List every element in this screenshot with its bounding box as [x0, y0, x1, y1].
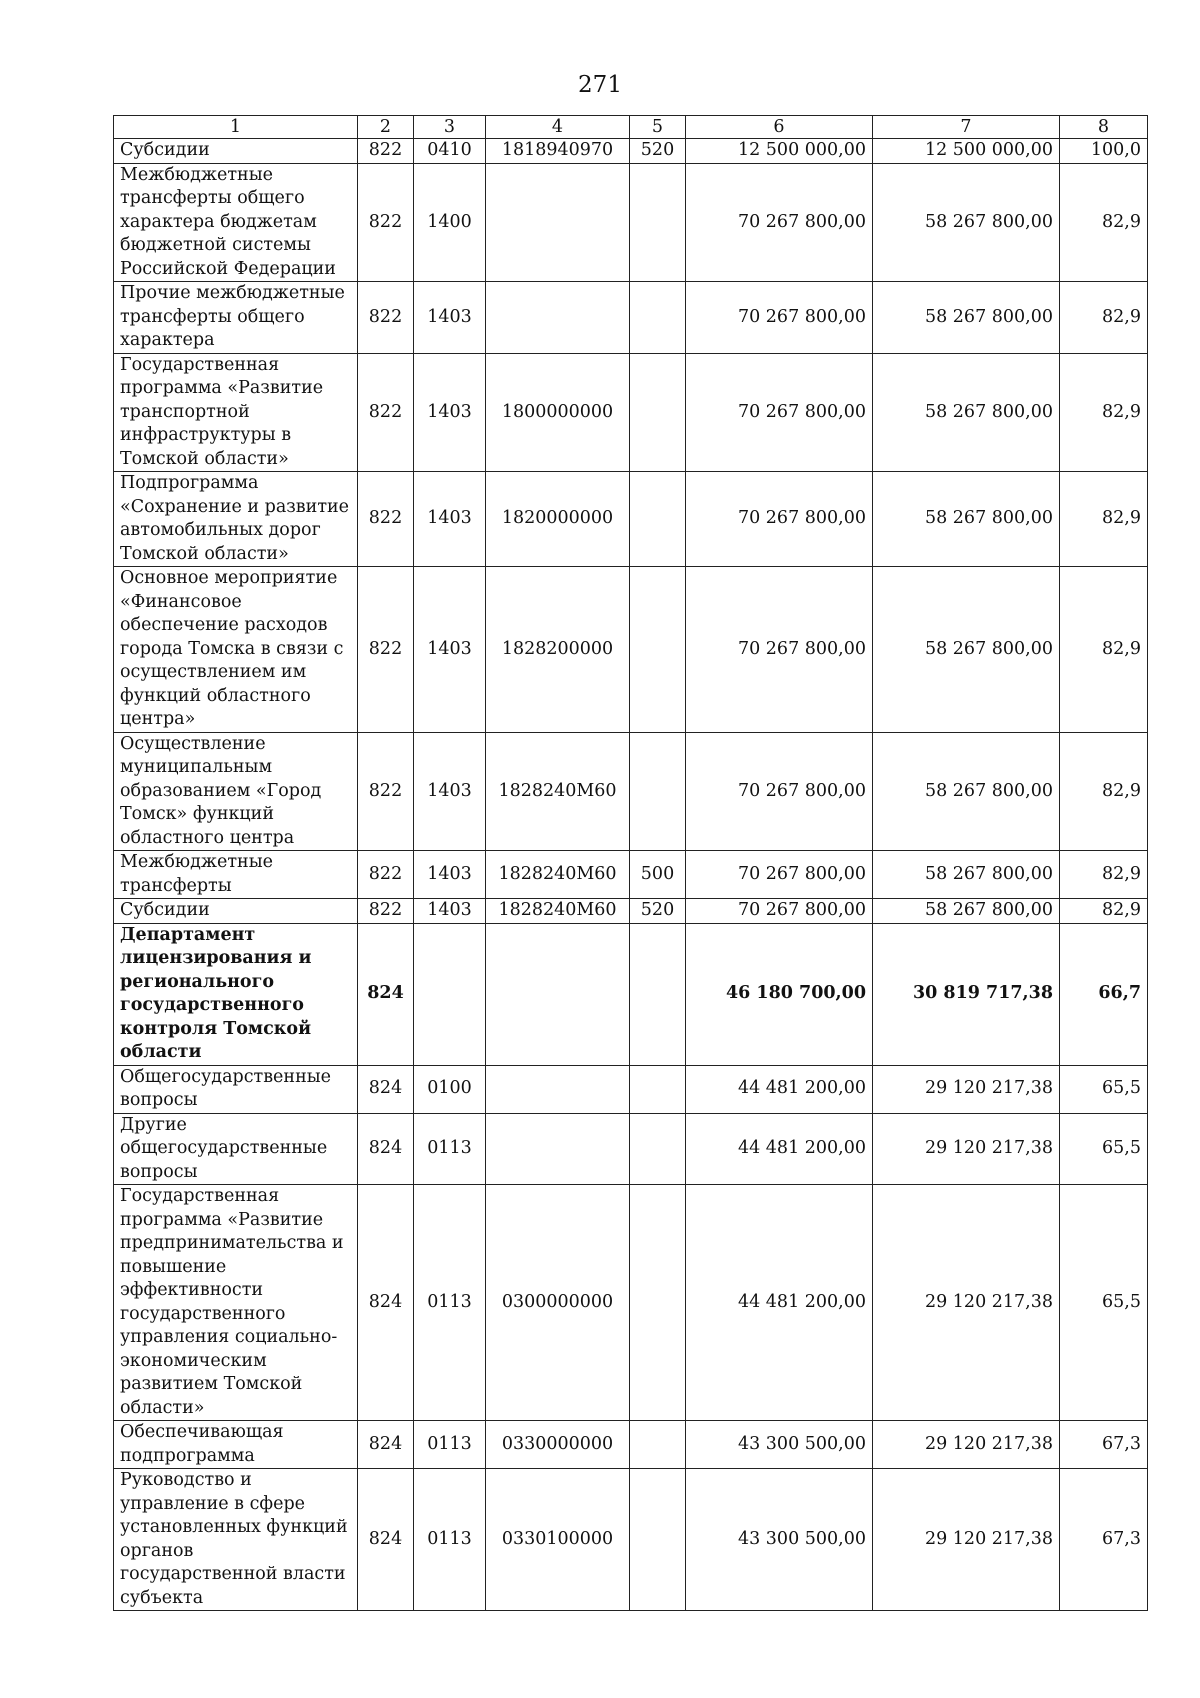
cell-percent: 82,9: [1060, 472, 1148, 567]
cell-expense-type: [630, 1469, 686, 1611]
cell-executed-amount: 30 819 717,38: [873, 923, 1060, 1065]
column-header: 4: [486, 116, 630, 139]
cell-ministry-code: 824: [358, 923, 414, 1065]
cell-section-code: 0113: [414, 1469, 486, 1611]
table-row: [114, 899, 1148, 924]
cell-expense-type: 520: [630, 139, 686, 164]
cell-planned-amount: 70 267 800,00: [686, 353, 873, 472]
cell-expense-type: [630, 282, 686, 354]
cell-ministry-code: 822: [358, 282, 414, 354]
cell-executed-amount: 29 120 217,38: [873, 1113, 1060, 1185]
cell-percent: 82,9: [1060, 282, 1148, 354]
row-name: Межбюджетные трансферты: [114, 851, 358, 899]
cell-target-code: 0330000000: [486, 1421, 630, 1469]
row-name: Субсидии: [114, 139, 358, 164]
cell-expense-type: [630, 1185, 686, 1421]
cell-target-code: 1820000000: [486, 472, 630, 567]
cell-executed-amount: 58 267 800,00: [873, 567, 1060, 733]
table-row: [114, 1421, 1148, 1469]
cell-ministry-code: 822: [358, 472, 414, 567]
table-row: [114, 1469, 1148, 1611]
cell-ministry-code: 822: [358, 353, 414, 472]
cell-planned-amount: 70 267 800,00: [686, 899, 873, 924]
cell-section-code: 1403: [414, 851, 486, 899]
cell-section-code: 0100: [414, 1065, 486, 1113]
cell-executed-amount: 29 120 217,38: [873, 1065, 1060, 1113]
cell-planned-amount: 46 180 700,00: [686, 923, 873, 1065]
cell-planned-amount: 70 267 800,00: [686, 163, 873, 282]
table-row: [114, 923, 1148, 1065]
table-row: [114, 1113, 1148, 1185]
row-name: Общегосударственные вопросы: [114, 1065, 358, 1113]
cell-planned-amount: 43 300 500,00: [686, 1421, 873, 1469]
cell-ministry-code: 824: [358, 1113, 414, 1185]
table-row: [114, 851, 1148, 899]
column-header: 2: [358, 116, 414, 139]
cell-executed-amount: 58 267 800,00: [873, 353, 1060, 472]
cell-target-code: 1828240М60: [486, 851, 630, 899]
table-row: [114, 353, 1148, 472]
cell-expense-type: [630, 1065, 686, 1113]
cell-section-code: 0113: [414, 1421, 486, 1469]
table-row: [114, 139, 1148, 164]
cell-ministry-code: 822: [358, 567, 414, 733]
row-name: Прочие межбюджетные трансферты общего характера: [114, 282, 358, 354]
cell-executed-amount: 29 120 217,38: [873, 1185, 1060, 1421]
cell-percent: 82,9: [1060, 899, 1148, 924]
cell-expense-type: [630, 923, 686, 1065]
cell-executed-amount: 12 500 000,00: [873, 139, 1060, 164]
cell-section-code: 0410: [414, 139, 486, 164]
cell-percent: 100,0: [1060, 139, 1148, 164]
cell-section-code: 1400: [414, 163, 486, 282]
cell-percent: 67,3: [1060, 1469, 1148, 1611]
row-name: Основное мероприятие «Финансовое обеспечение расходов города Томска в связи с осуществлением им функций областного центра»: [114, 567, 358, 733]
cell-percent: 67,3: [1060, 1421, 1148, 1469]
budget-table: [113, 115, 1148, 1611]
page-number: 271: [578, 72, 622, 98]
cell-expense-type: [630, 567, 686, 733]
cell-executed-amount: 58 267 800,00: [873, 732, 1060, 851]
cell-section-code: 0113: [414, 1185, 486, 1421]
cell-percent: 65,5: [1060, 1065, 1148, 1113]
table-row: [114, 282, 1148, 354]
cell-executed-amount: 58 267 800,00: [873, 899, 1060, 924]
cell-percent: 82,9: [1060, 851, 1148, 899]
cell-executed-amount: 58 267 800,00: [873, 472, 1060, 567]
cell-expense-type: [630, 472, 686, 567]
cell-ministry-code: 822: [358, 899, 414, 924]
cell-ministry-code: 822: [358, 851, 414, 899]
cell-section-code: [414, 923, 486, 1065]
column-header: 7: [873, 116, 1060, 139]
cell-ministry-code: 822: [358, 732, 414, 851]
cell-executed-amount: 58 267 800,00: [873, 163, 1060, 282]
row-name: Осуществление муниципальным образованием «Город Томск» функций областного центра: [114, 732, 358, 851]
cell-executed-amount: 58 267 800,00: [873, 851, 1060, 899]
cell-expense-type: 500: [630, 851, 686, 899]
cell-ministry-code: 822: [358, 163, 414, 282]
row-name: Другие общегосударственные вопросы: [114, 1113, 358, 1185]
cell-percent: 65,5: [1060, 1113, 1148, 1185]
cell-percent: 82,9: [1060, 567, 1148, 733]
cell-percent: 65,5: [1060, 1185, 1148, 1421]
cell-executed-amount: 58 267 800,00: [873, 282, 1060, 354]
row-name: Руководство и управление в сфере установленных функций органов государственной власти субъекта: [114, 1469, 358, 1611]
row-name: Департамент лицензирования и регионального государственного контроля Томской области: [114, 923, 358, 1065]
cell-planned-amount: 44 481 200,00: [686, 1113, 873, 1185]
table-header-row: [114, 116, 1148, 139]
cell-target-code: 1828240М60: [486, 732, 630, 851]
column-header: 8: [1060, 116, 1148, 139]
column-header: 1: [114, 116, 358, 139]
cell-percent: 66,7: [1060, 923, 1148, 1065]
cell-ministry-code: 822: [358, 139, 414, 164]
cell-planned-amount: 70 267 800,00: [686, 851, 873, 899]
cell-section-code: 0113: [414, 1113, 486, 1185]
cell-section-code: 1403: [414, 353, 486, 472]
table-row: [114, 163, 1148, 282]
row-name: Субсидии: [114, 899, 358, 924]
row-name: Межбюджетные трансферты общего характера бюджетам бюджетной системы Российской Федерации: [114, 163, 358, 282]
cell-expense-type: [630, 732, 686, 851]
table-row: [114, 1065, 1148, 1113]
cell-percent: 82,9: [1060, 163, 1148, 282]
column-header: 5: [630, 116, 686, 139]
cell-section-code: 1403: [414, 732, 486, 851]
row-name: Подпрограмма «Сохранение и развитие автомобильных дорог Томской области»: [114, 472, 358, 567]
cell-expense-type: [630, 353, 686, 472]
cell-executed-amount: 29 120 217,38: [873, 1469, 1060, 1611]
cell-planned-amount: 70 267 800,00: [686, 732, 873, 851]
cell-ministry-code: 824: [358, 1065, 414, 1113]
cell-section-code: 1403: [414, 899, 486, 924]
row-name: Государственная программа «Развитие транспортной инфраструктуры в Томской области»: [114, 353, 358, 472]
cell-expense-type: 520: [630, 899, 686, 924]
cell-planned-amount: 70 267 800,00: [686, 472, 873, 567]
cell-planned-amount: 44 481 200,00: [686, 1065, 873, 1113]
row-name: Государственная программа «Развитие предпринимательства и повышение эффективности государственного управления социально-экономическим развитием Томской области»: [114, 1185, 358, 1421]
cell-planned-amount: 43 300 500,00: [686, 1469, 873, 1611]
cell-planned-amount: 12 500 000,00: [686, 139, 873, 164]
cell-expense-type: [630, 163, 686, 282]
cell-target-code: [486, 923, 630, 1065]
table-row: [114, 472, 1148, 567]
cell-ministry-code: 824: [358, 1469, 414, 1611]
column-header: 3: [414, 116, 486, 139]
cell-target-code: 1828240М60: [486, 899, 630, 924]
cell-target-code: 0300000000: [486, 1185, 630, 1421]
cell-expense-type: [630, 1421, 686, 1469]
cell-target-code: [486, 1065, 630, 1113]
cell-target-code: [486, 282, 630, 354]
row-name: Обеспечивающая подпрограмма: [114, 1421, 358, 1469]
cell-target-code: 1818940970: [486, 139, 630, 164]
cell-executed-amount: 29 120 217,38: [873, 1421, 1060, 1469]
column-header: 6: [686, 116, 873, 139]
cell-planned-amount: 44 481 200,00: [686, 1185, 873, 1421]
cell-planned-amount: 70 267 800,00: [686, 282, 873, 354]
cell-section-code: 1403: [414, 567, 486, 733]
table-row: [114, 567, 1148, 733]
cell-ministry-code: 824: [358, 1421, 414, 1469]
cell-percent: 82,9: [1060, 353, 1148, 472]
cell-target-code: 1828200000: [486, 567, 630, 733]
cell-section-code: 1403: [414, 282, 486, 354]
cell-target-code: 1800000000: [486, 353, 630, 472]
cell-expense-type: [630, 1113, 686, 1185]
table-body: [114, 116, 1148, 1611]
cell-percent: 82,9: [1060, 732, 1148, 851]
cell-target-code: 0330100000: [486, 1469, 630, 1611]
table-row: [114, 732, 1148, 851]
table-row: [114, 1185, 1148, 1421]
cell-planned-amount: 70 267 800,00: [686, 567, 873, 733]
cell-target-code: [486, 1113, 630, 1185]
cell-target-code: [486, 163, 630, 282]
cell-section-code: 1403: [414, 472, 486, 567]
cell-ministry-code: 824: [358, 1185, 414, 1421]
